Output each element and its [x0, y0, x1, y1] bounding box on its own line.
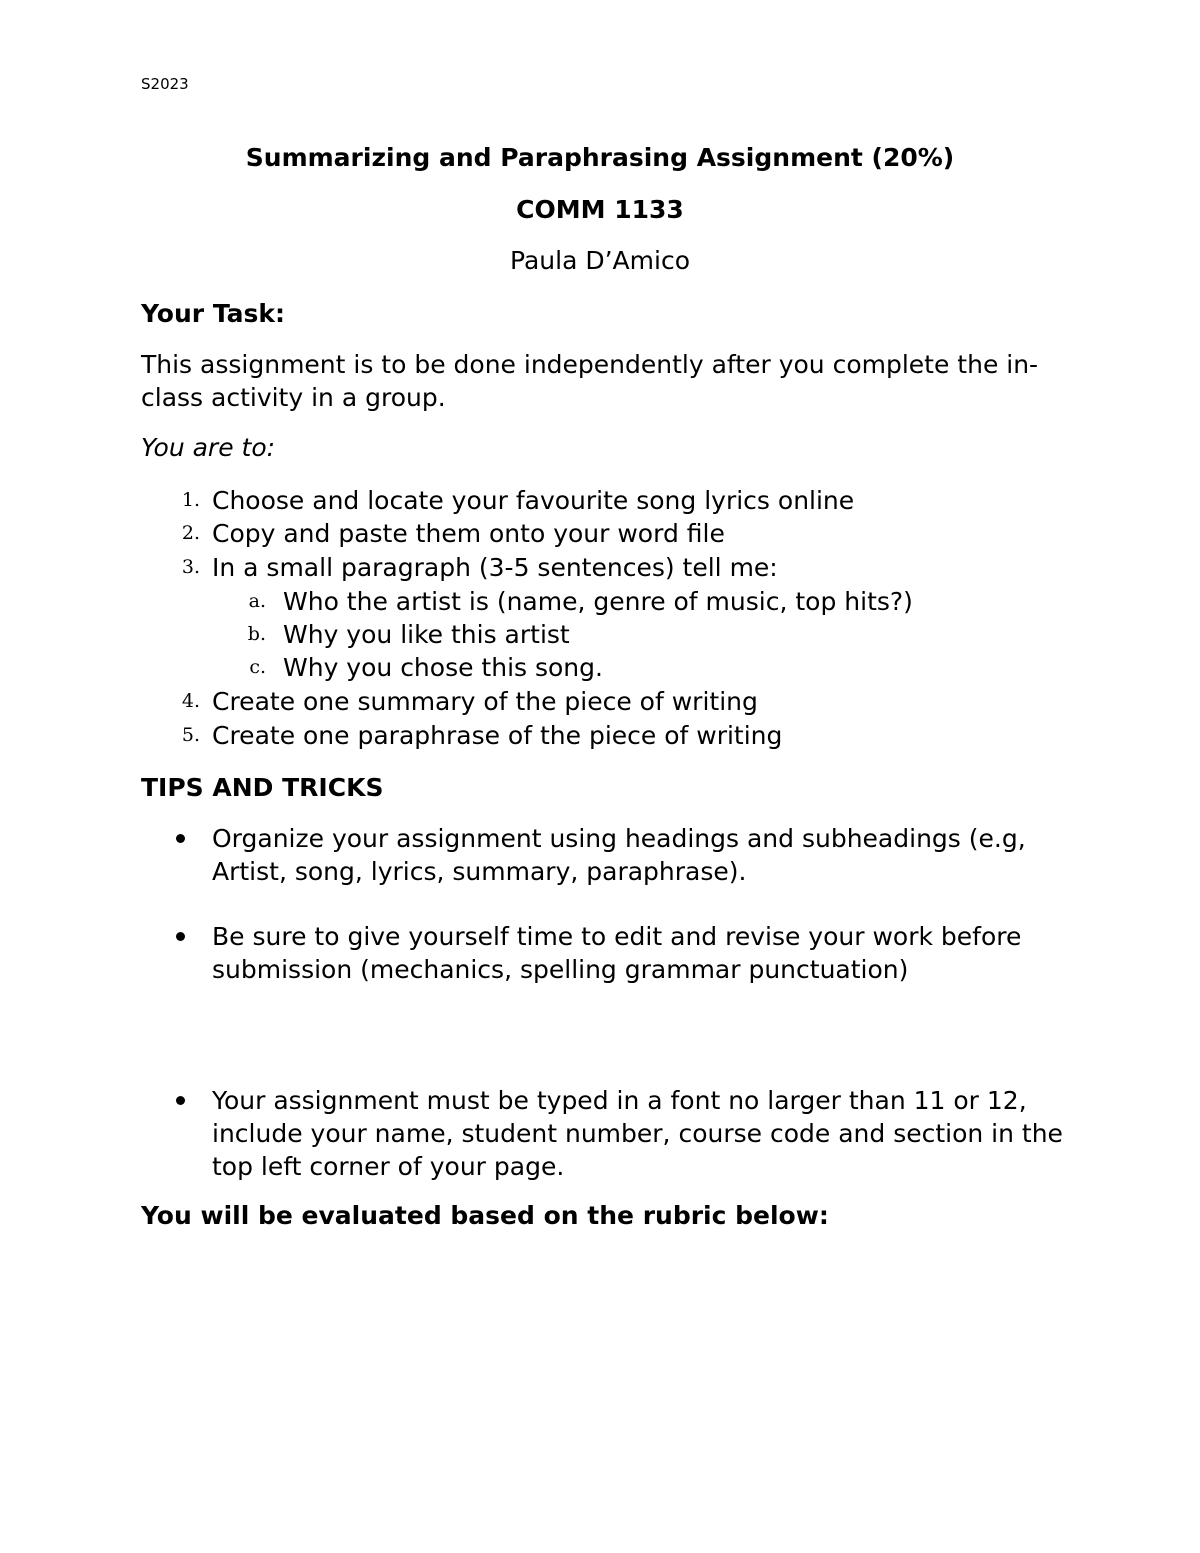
tips-heading: TIPS AND TRICKS — [141, 773, 384, 802]
list-item: In a small paragraph (3-5 sentences) tell me: — [212, 553, 778, 582]
sublist-item: Why you chose this song. — [283, 653, 603, 682]
tip-item: Be sure to give yourself time to edit and revise your work before submission (mechanics, spelling grammar punctuation) — [212, 922, 1022, 984]
substep-letter: c. — [249, 656, 266, 678]
you-are-to-label: You are to: — [141, 433, 276, 462]
task-intro: This assignment is to be done independently after you complete the in-class activity in a group. — [141, 350, 1039, 412]
bullet-icon — [176, 834, 185, 843]
step-number: 5. — [181, 724, 200, 746]
course-code: COMM 1133 — [516, 195, 684, 224]
list-item: Copy and paste them onto your word file — [212, 519, 725, 548]
step-number: 1. — [181, 489, 200, 511]
step-number: 2. — [181, 522, 200, 544]
list-item: Choose and locate your favourite song lyrics online — [212, 486, 855, 515]
header-code: S2023 — [141, 75, 189, 93]
bullet-icon — [176, 1096, 185, 1105]
tip-item: Organize your assignment using headings and subheadings (e.g, Artist, song, lyrics, summary, paraphrase). — [212, 824, 1026, 886]
step-number: 4. — [181, 690, 200, 712]
assignment-title: Summarizing and Paraphrasing Assignment (20%) — [245, 143, 955, 172]
task-heading: Your Task: — [141, 299, 286, 328]
author-name: Paula D’Amico — [510, 246, 690, 275]
list-item: Create one paraphrase of the piece of writing — [212, 721, 783, 750]
evaluation-note: You will be evaluated based on the rubric below: — [141, 1201, 829, 1230]
step-number: 3. — [181, 556, 200, 578]
bullet-icon — [176, 932, 185, 941]
list-item: Create one summary of the piece of writing — [212, 687, 758, 716]
substep-letter: a. — [248, 590, 266, 612]
sublist-item: Who the artist is (name, genre of music, top hits?) — [283, 587, 913, 616]
substep-letter: b. — [247, 623, 266, 645]
tip-item: Your assignment must be typed in a font no larger than 11 or 12, include your name, student number, course code and section in the top left corner of your page. — [212, 1086, 1063, 1181]
sublist-item: Why you like this artist — [283, 620, 570, 649]
